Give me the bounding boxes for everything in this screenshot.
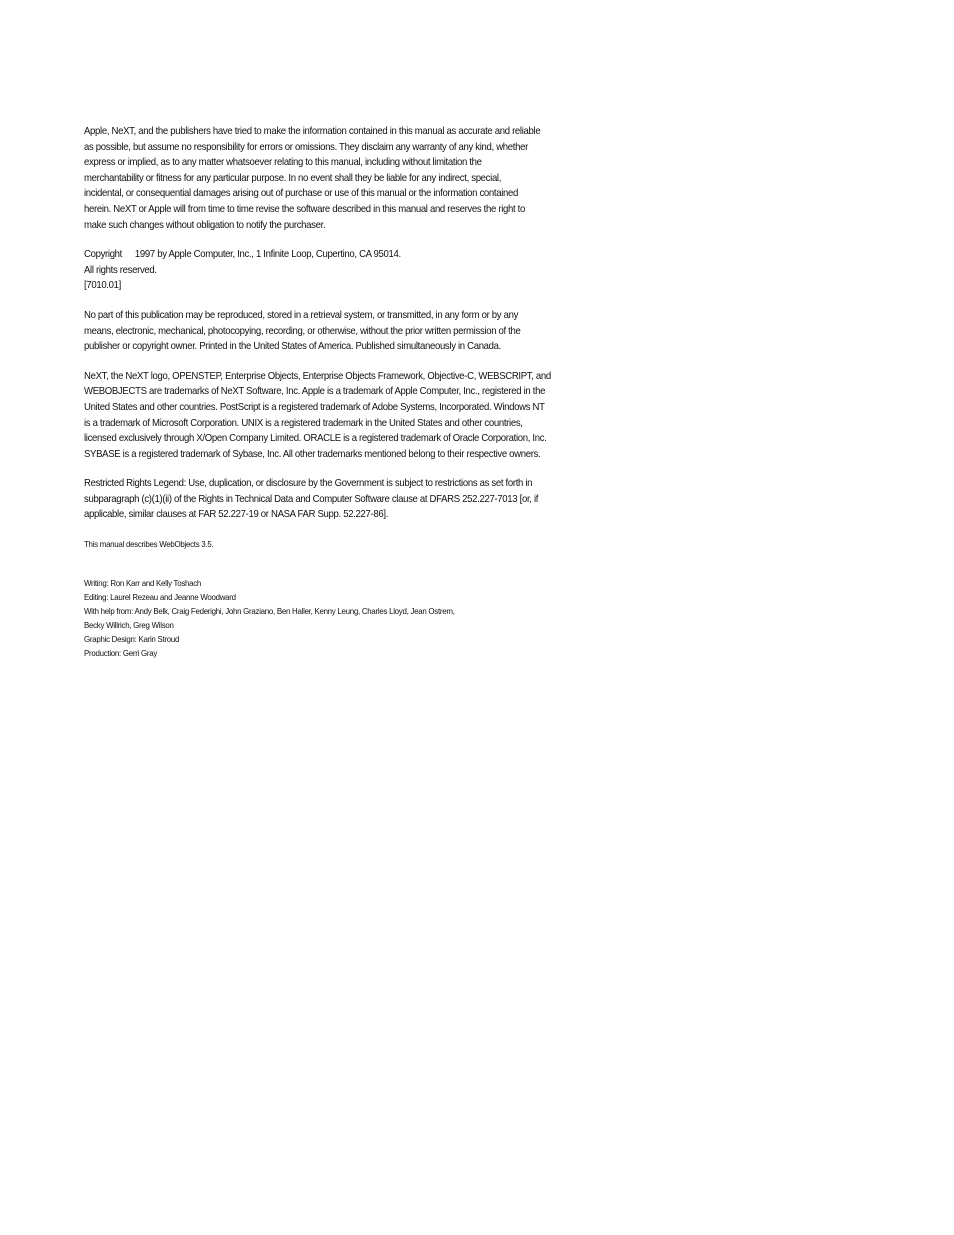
manual-note [84,537,581,551]
trademarks-line: NeXT, the NeXT logo, OPENSTEP, Enterprise Objects, Enterprise Objects Framework, Objective-C, WEBSCRIPT, and [84,370,551,382]
restricted-line: Restricted Rights Legend: Use, duplication, or disclosure by the Government is subject to restrictions as set forth in [84,478,533,490]
reproduction-line: means, electronic, mechanical, photocopying, recording, or otherwise, without the prior written permission of the [84,325,521,337]
copyright-line [84,247,581,263]
restricted-line: applicable, similar clauses at FAR 52.227-19 or NASA FAR Supp. 52.227-86]. [84,509,389,521]
copyright-page [84,124,584,660]
restricted-rights-paragraph [84,476,581,523]
disclaimer-line: herein. NeXT or Apple will from time to time revise the software described in this manual and reserves the right to [84,203,525,215]
credits-block [84,576,581,660]
restricted-line: subparagraph (c)(1)(ii) of the Rights in Technical Data and Computer Software clause at DFARS 252.227-7013 [or, if [84,493,539,505]
copyright-label: Copyright [84,249,123,261]
disclaimer-line: make such changes without obligation to notify the purchaser. [84,219,326,231]
credit-line: Writing: Ron Karr and Kelly Toshach [84,578,202,589]
disclaimer-line: merchantability or fitness for any particular purpose. In no event shall they be liable for any indirect, special, [84,172,502,184]
trademarks-paragraph [84,369,581,463]
disclaimer-paragraph [84,124,581,233]
disclaimer-line: incidental, or consequential damages arising out of purchase or use of this manual or the information contained [84,188,519,200]
trademarks-line: WEBOBJECTS are trademarks of NeXT Software, Inc. Apple is a trademark of Apple Computer, Inc., registered in the [84,386,546,398]
credit-line: Becky Willrich, Greg Wilson [84,620,174,631]
trademarks-line: SYBASE is a registered trademark of Sybase, Inc. All other trademarks mentioned belong to their respective owners. [84,448,541,460]
trademarks-line: licensed exclusively through X/Open Company Limited. ORACLE is a registered trademark of Oracle Corporation, Inc. [84,433,547,445]
disclaimer-line: express or implied, as to any matter whatsoever relating to this manual, including without limitation the [84,157,482,169]
disclaimer-line: as possible, but assume no responsibility for errors or omissions. They disclaim any warranty of any kind, whether [84,141,528,153]
credit-line: Production: Gerri Gray [84,648,158,659]
copyright-text: 1997 by Apple Computer, Inc., 1 Infinite Loop, Cupertino, CA 95014. [134,249,401,261]
credit-line: Editing: Laurel Rezeau and Jeanne Woodward [84,592,236,603]
trademarks-line: United States and other countries. PostScript is a registered trademark of Adobe Systems, Incorporated. Windows NT [84,401,545,413]
disclaimer-line: Apple, NeXT, and the publishers have tried to make the information contained in this manual as accurate and reliable [84,126,541,137]
credit-line: Graphic Design: Karin Stroud [84,634,180,645]
manual-note-text: This manual describes WebObjects 3.5. [84,539,214,550]
copyright-paragraph [84,247,581,294]
reproduction-line: publisher or copyright owner. Printed in the United States of America. Published simultaneously in Canada. [84,341,502,353]
reproduction-line: No part of this publication may be reproduced, stored in a retrieval system, or transmitted, in any form or by any [84,309,519,321]
credit-line: With help from: Andy Belk, Craig Federighi, John Graziano, Ben Haller, Kenny Leung, Charles Lloyd, Jean Ostrem, [84,606,455,617]
trademarks-line: is a trademark of Microsoft Corporation. UNIX is a registered trademark in the United States and other countries, [84,417,523,429]
copyright-rights: All rights reserved. [84,264,157,276]
copyright-code: [7010.01] [84,280,121,292]
reproduction-paragraph [84,308,581,355]
